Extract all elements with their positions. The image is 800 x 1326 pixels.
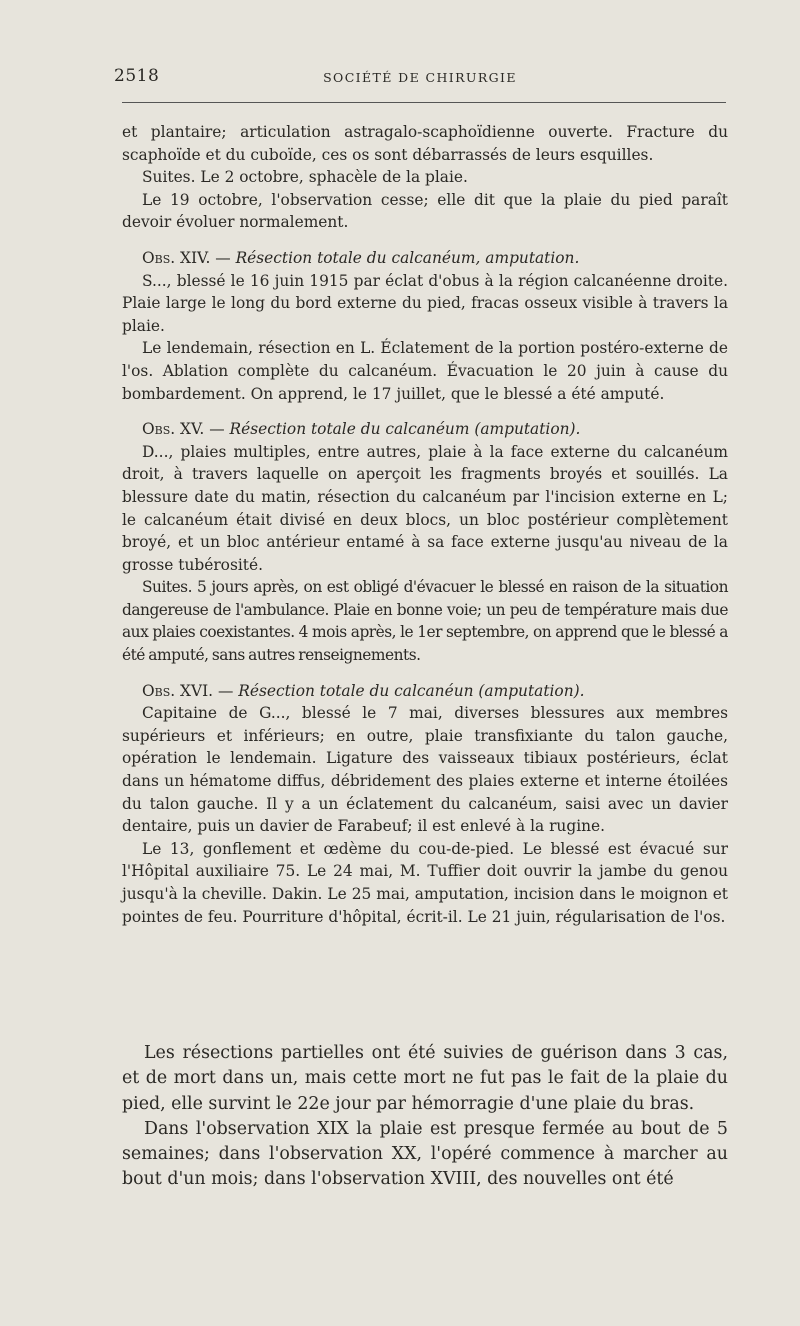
running-head xyxy=(114,62,726,90)
observation-dash: — xyxy=(209,420,225,439)
continuation-paragraph: et plantaire; articulation astragalo-scaphoïdienne ouverte. Fracture du scaphoïde et du cuboïde, ces os sont débarrassés de leurs esquilles. xyxy=(122,123,728,164)
observation-label: Obs. XVI. xyxy=(142,681,214,700)
page-number: 2518 xyxy=(114,66,160,86)
main-text-block xyxy=(122,1041,728,1193)
observation-heading xyxy=(122,418,728,441)
body-paragraph: Les résections partielles ont été suivies de guérison dans 3 cas, et de mort dans un, mais cette mort ne fut pas le fait de la plaie du pied, elle survint le 22e jour par hémorragie d'une plaie du bras. xyxy=(122,1043,728,1114)
observation-paragraph: S..., blessé le 16 juin 1915 par éclat d'obus à la région calcanéenne droite. Plaie large le long du bord externe du pied, fracas osseux visible à travers la plaie. xyxy=(122,271,728,335)
continuation-paragraph: Suites. Le 2 octobre, sphacèle de la plaie. xyxy=(142,168,468,187)
observation-dash: — xyxy=(217,681,234,700)
observation-title: Résection totale du calcanéum (amputation). xyxy=(229,420,581,439)
continuation-paragraph: Le 19 octobre, l'observation cesse; elle dit que la plaie du pied paraît devoir évoluer normalement. xyxy=(122,190,728,232)
observation-title: Résection totale du calcanéum, amputation. xyxy=(235,248,580,267)
observation-title: Résection totale du calcanéun (amputation). xyxy=(238,681,585,700)
body-paragraph: Dans l'observation XIX la plaie est presque fermée au bout de 5 semaines; dans l'observation XX, l'opéré commence à marcher au bout d'un mois; dans l'observation XVIII, des nouvelles ont été xyxy=(122,1118,728,1190)
observation-paragraph: Le lendemain, résection en L. Éclatement de la portion postéro-externe de l'os. Ablation complète du calcanéum. Évacuation le 20 juin à cause du bombardement. On apprend, le 17 juillet, que le blessé a été amputé. xyxy=(122,339,728,403)
observation-paragraph: Capitaine de G..., blessé le 7 mai, diverses blessures aux membres supérieurs et inférieurs; en outre, plaie transfixiante du talon gauche, opération le lendemain. Ligature des vaisseaux tibiaux postérieurs, éclat dans un hématome diffus, débridement des plaies externe et interne étoilées du talon gauche. Il y a un éclatement du calcanéum, saisi avec un davier dentaire, puis un davier de Farabeuf; il est enlevé à la rugine. xyxy=(122,704,728,836)
observation-paragraph: Suites. 5 jours après, on est obligé d'évacuer le blessé en raison de la situation dangereuse de l'ambulance. Plaie en bonne voie; un peu de température mais due aux plaies coexistantes. 4 mois après, le 1er septembre, on apprend que le blessé a été amputé, sans autres renseignements. xyxy=(122,578,728,665)
observation-paragraph: Le 13, gonflement et œdème du cou-de-pied. Le blessé est évacué sur l'Hôpital auxiliaire 75. Le 24 mai, M. Tuffier doit ouvrir la jambe du genou jusqu'à la cheville. Dakin. Le 25 mai, amputation, incision dans le moignon et pointes de feu. Pourriture d'hôpital, écrit-il. Le 21 juin, régularisation de l'os. xyxy=(122,839,728,926)
observation-heading xyxy=(122,680,728,703)
observation-label: Obs. XIV. xyxy=(142,248,211,267)
running-title: SOCIÉTÉ DE CHIRURGIE xyxy=(323,70,517,85)
observation-label: Obs. XV. xyxy=(142,420,205,439)
header-rule xyxy=(122,102,726,103)
observations-block xyxy=(122,121,728,928)
observation-dash: — xyxy=(215,248,231,267)
observation-paragraph: D..., plaies multiples, entre autres, plaie à la face externe du calcanéum droit, à travers laquelle on aperçoit les fragments broyés et souillés. La blessure date du matin, résection du calcanéum par l'incision externe en L; le calcanéum était divisé en deux blocs, un bloc postérieur complètement broyé, et un bloc antérieur entamé à sa face externe jusqu'au niveau de la grosse tubérosité. xyxy=(122,442,728,574)
observation-heading xyxy=(122,247,728,270)
